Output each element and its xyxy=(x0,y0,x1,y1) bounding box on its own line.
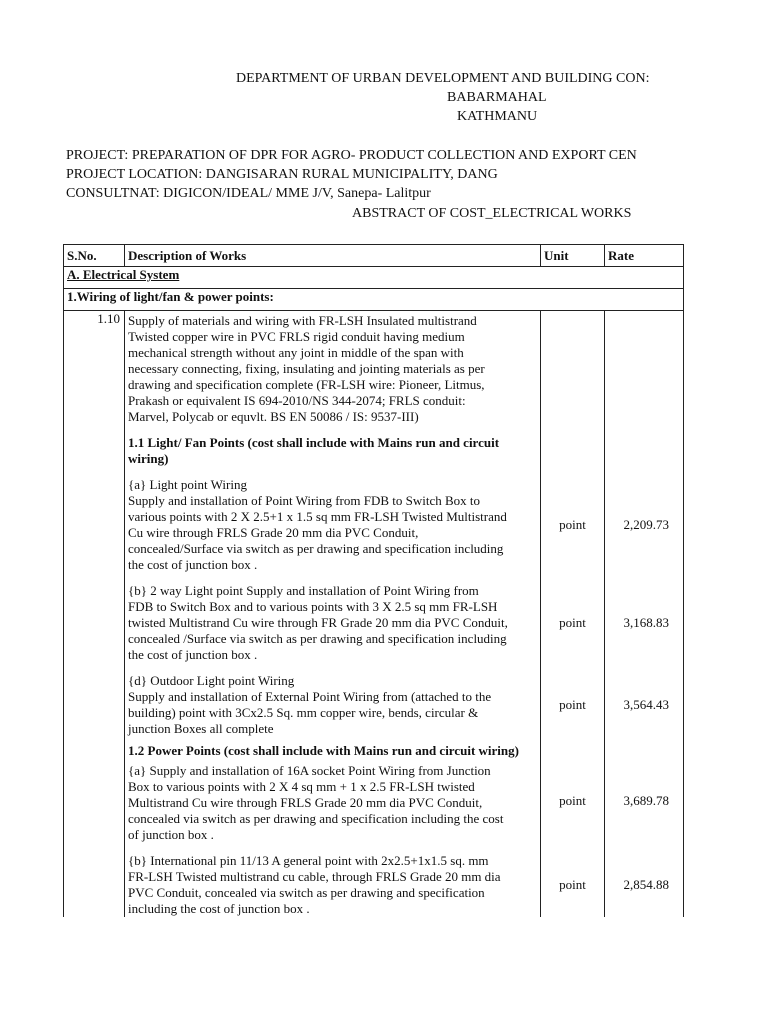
table-row xyxy=(64,663,684,737)
desc-line: necessary connecting, fixing, insulating and jointing materials as per xyxy=(128,361,485,376)
item-rate: 2,209.73 xyxy=(605,467,684,573)
desc-line: Box to various points with 2 X 4 sq mm + 1 x 2.5 FR-LSH twisted xyxy=(128,779,475,794)
project-title: PROJECT: PREPARATION OF DPR FOR AGRO- PRODUCT COLLECTION AND EXPORT CEN xyxy=(66,148,637,163)
item-rate: 3,168.83 xyxy=(605,573,684,663)
desc-line: FDB to Switch Box and to various points with 3 X 2.5 sq mm FR-LSH xyxy=(128,599,498,614)
desc-line: concealed/Surface via switch as per drawing and specification including xyxy=(128,541,504,556)
desc-line: Cu wire through FRLS Grade 20 mm dia PVC Conduit, xyxy=(128,525,419,540)
item-description xyxy=(125,573,541,663)
project-location: PROJECT LOCATION: DANGISARAN RURAL MUNICIPALITY, DANG xyxy=(66,167,498,182)
item-rate: 3,689.78 xyxy=(605,759,684,843)
section-1-heading: 1.Wiring of light/fan & power points: xyxy=(67,289,274,304)
table-row xyxy=(64,311,684,426)
table-row xyxy=(64,425,684,467)
desc-line: {b} 2 way Light point Supply and installation of Point Wiring from xyxy=(128,583,479,598)
cost-table xyxy=(63,244,684,917)
abstract-title: ABSTRACT OF COST_ELECTRICAL WORKS xyxy=(352,206,632,221)
item-sno: 1.10 xyxy=(64,311,125,426)
desc-line: various points with 2 X 2.5+1 x 1.5 sq mm FR-LSH Twisted Multistrand xyxy=(128,509,507,524)
item-description xyxy=(125,663,541,737)
desc-line: FR-LSH Twisted multistrand cu cable, through FRLS Grade 20 mm dia xyxy=(128,869,501,884)
item-rate: 2,854.88 xyxy=(605,843,684,917)
item-description xyxy=(125,759,541,843)
desc-line: Prakash or equivalent IS 694-2010/NS 344-2074; FRLS conduit: xyxy=(128,393,466,408)
col-header-unit: Unit xyxy=(541,245,605,267)
item-unit: point xyxy=(541,843,605,917)
item-unit: point xyxy=(541,663,605,737)
desc-line: Supply and installation of External Point Wiring from (attached to the xyxy=(128,689,492,704)
location-kathmandu: KATHMANU xyxy=(457,109,538,124)
department-title: DEPARTMENT OF URBAN DEVELOPMENT AND BUILDING CON: xyxy=(236,71,650,86)
item-rate: 3,564.43 xyxy=(605,663,684,737)
item-unit: point xyxy=(541,759,605,843)
item-unit: point xyxy=(541,573,605,663)
desc-line: drawing and specification complete (FR-LSH wire: Pioneer, Litmus, xyxy=(128,377,485,392)
desc-line: Supply of materials and wiring with FR-LSH Insulated multistrand xyxy=(128,313,477,328)
desc-line: the cost of junction box . xyxy=(128,557,258,572)
item-description xyxy=(125,467,541,573)
table-header-row xyxy=(64,245,684,267)
item-description xyxy=(125,843,541,917)
col-header-sno: S.No. xyxy=(64,245,125,267)
col-header-description: Description of Works xyxy=(125,245,541,267)
desc-line: of junction box . xyxy=(128,827,214,842)
desc-line: Multistrand Cu wire through FRLS Grade 20 mm dia PVC Conduit, xyxy=(128,795,483,810)
desc-line: the cost of junction box . xyxy=(128,647,258,662)
table-row xyxy=(64,737,684,759)
table-row xyxy=(64,467,684,573)
subsection-1-2-heading: 1.2 Power Points (cost shall include with Mains run and circuit wiring) xyxy=(125,737,541,759)
desc-line: PVC Conduit, concealed via switch as per drawing and specification xyxy=(128,885,485,900)
desc-line: twisted Multistrand Cu wire through FR Grade 20 mm dia PVC Conduit, xyxy=(128,615,508,630)
subsection-1-1-heading: 1.1 Light/ Fan Points (cost shall include with Mains run and circuit wiring) xyxy=(125,425,541,467)
table-row xyxy=(64,843,684,917)
col-header-rate: Rate xyxy=(605,245,684,267)
section-row xyxy=(64,267,684,289)
desc-line: Marvel, Polycab or equvlt. BS EN 50086 / IS: 9537-III) xyxy=(128,409,419,424)
desc-line: concealed /Surface via switch as per drawing and specification including xyxy=(128,631,507,646)
desc-line: {a} Light point Wiring xyxy=(128,477,247,492)
desc-line: including the cost of junction box . xyxy=(128,901,310,916)
item-description xyxy=(125,311,541,426)
desc-line: Twisted copper wire in PVC FRLS rigid conduit having medium xyxy=(128,329,465,344)
desc-line: Supply and installation of Point Wiring from FDB to Switch Box to xyxy=(128,493,481,508)
desc-line: {d} Outdoor Light point Wiring xyxy=(128,673,295,688)
table-row xyxy=(64,573,684,663)
desc-line: mechanical strength without any joint in middle of the span with xyxy=(128,345,464,360)
desc-line: {b} International pin 11/13 A general point with 2x2.5+1x1.5 sq. mm xyxy=(128,853,489,868)
location-babarmahal: BABARMAHAL xyxy=(447,90,547,105)
item-unit: point xyxy=(541,467,605,573)
desc-line: building) point with 3Cx2.5 Sq. mm copper wire, bends, circular & xyxy=(128,705,479,720)
section-row xyxy=(64,289,684,311)
desc-line: concealed via switch as per drawing and specification including the cost xyxy=(128,811,504,826)
desc-line: {a} Supply and installation of 16A socket Point Wiring from Junction xyxy=(128,763,491,778)
consultant-line: CONSULTNAT: DIGICON/IDEAL/ MME J/V, Sanepa- Lalitpur xyxy=(66,186,431,201)
table-row xyxy=(64,759,684,843)
section-a-heading: A. Electrical System xyxy=(67,267,180,282)
desc-line: junction Boxes all complete xyxy=(128,721,274,736)
